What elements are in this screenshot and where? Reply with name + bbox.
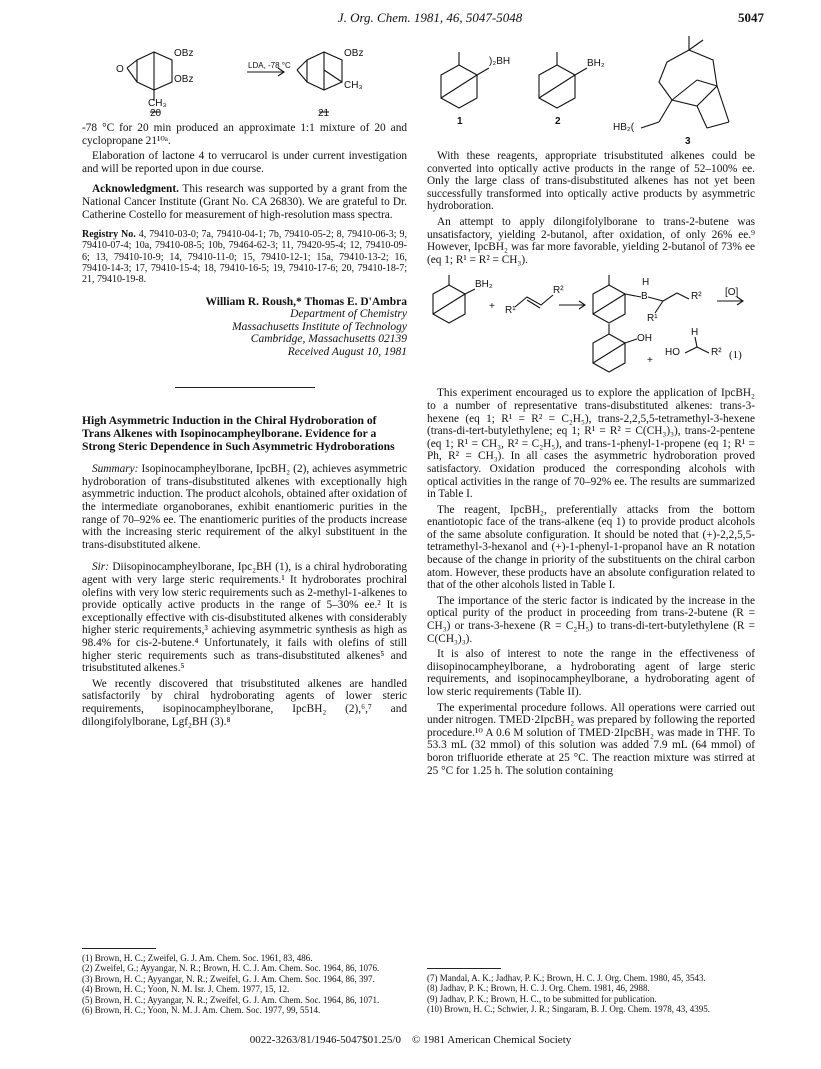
acknowledgment bbox=[82, 183, 407, 221]
footnote: (8) Jadhav, P. K.; Brown, H. C. J. Org. Chem. 1981, 46, 2988. bbox=[427, 983, 650, 994]
summary-label: Summary: bbox=[92, 463, 139, 476]
obz-label: OBz bbox=[174, 74, 194, 85]
divider bbox=[175, 387, 315, 388]
r1-label: R¹ bbox=[505, 305, 516, 317]
footnote: (2) Zweifel, G.; Ayyangar, N. R.; Brown, H. C. J. Am. Chem. Soc. 1964, 86, 1076. bbox=[82, 963, 380, 974]
r2-label: R² bbox=[553, 285, 564, 297]
r2-label: R² bbox=[691, 291, 702, 303]
paragraph: Elaboration of lactone 4 to verrucarol is under current investigation and will be reported upon in due course. bbox=[82, 150, 407, 175]
footnote: (9) Jadhav, P. K.; Brown, H. C., to be submitted for publication. bbox=[427, 993, 657, 1004]
oh-label: OH bbox=[637, 333, 652, 345]
paragraph: An attempt to apply dilongifolylborane to trans-2-butene was unsatisfactory, yielding 2-butanol, after oxidation, of only 26% ee.⁹ However, IpcBH₂ was far more favorable, yielding 2-butanol of 73% ee (eq 1; R¹ = R² = CH₃). bbox=[427, 215, 755, 266]
page-number: 5047 bbox=[738, 10, 764, 25]
author-names: William R. Roush,* Thomas E. D'Ambra bbox=[205, 295, 407, 308]
reagent-structures bbox=[427, 30, 755, 150]
ack-heading: Acknowledgment. bbox=[92, 183, 179, 196]
r1-label: R¹ bbox=[647, 313, 658, 325]
received-date: Received August 10, 1981 bbox=[287, 346, 407, 359]
hb2-label: HB₂( bbox=[613, 122, 635, 133]
sir-label: Sir: bbox=[92, 561, 109, 574]
footnote: (1) Brown, H. C.; Zweifel, G. J. Am. Chem. Soc. 1961, 83, 486. bbox=[82, 953, 313, 963]
paragraph: The experimental procedure follows. All operations were carried out under nitrogen. TMED·2IpcBH₂ was prepared by following the reported procedure.¹⁰ A 0.6 M solution of TMED·2IpcBH₂ was made in THF. To 53.3 mL (32 mmol) of this solution was added 7.9 mL (64 mmol) of boron trifluoride etherate at 25 °C. The reaction mixture was stirred at 25 °C for 1.25 h. The solution containing bbox=[427, 701, 755, 777]
right-column bbox=[427, 30, 755, 780]
article-code: 0022-3263/81/1946-5047$01.25/0 bbox=[249, 1034, 401, 1046]
paragraph: The importance of the steric factor is indicated by the increase in the optical purity of the product in proceeding from trans-2-butene (R = CH₃) or trans-3-hexene (R = C₂H₅) to trans-di-tert-butylethylene (R = C(CH₃)₃). bbox=[427, 594, 755, 645]
h-label: H bbox=[642, 277, 650, 289]
summary bbox=[82, 463, 407, 551]
footnote: (4) Brown, H. C.; Yoon, N. M. Isr. J. Chem. 1977, 15, 12. bbox=[82, 984, 290, 995]
paragraph: The reagent, IpcBH₂, preferentially attacks from the bottom enantiotopic face of the trans-alkene (eq 1) to provide product alcohols of the same absolute configuration. It should be noted that (+)-2,2,5,5-tetramethyl-3-hexanol and (+)-1-phenyl-1-propanol have an R notation because of the change in priority of the substituents on the chiral carbon atom. However, these products have an absolute configuration related to that of the other alcohols listed in Table I. bbox=[427, 503, 755, 592]
plus-sign: + bbox=[647, 355, 653, 367]
footnotes-left bbox=[82, 948, 407, 1015]
compound-number: 3 bbox=[685, 136, 691, 147]
compound-number: 1 bbox=[457, 116, 463, 127]
footnote: (7) Mandal, A. K.; Jadhav, P. K.; Brown, H. C. J. Org. Chem. 1980, 45, 3543. bbox=[427, 973, 706, 983]
page-footer bbox=[0, 1034, 821, 1046]
registry-body: 4, 79410-03-0; 7a, 79410-04-1; 7b, 79410-05-2; 8, 79410-06-3; 9, 79410-07-4; 10a, 79410-08-5; 10b, 79464-62-3; 11, 79420-95-4; 12, 79410-09-6; 13, 79410-10-9; 14, 79410-11-0; 15, 79410-12-1; 15a, 79410-13-2; 16, 79410-14-3; 17, 79410-15-4; 18, 79410-16-5; 19, 79410-17-6; 20, 79410-18-7; 21, 79410-19-8. bbox=[82, 229, 407, 286]
ho-label: HO bbox=[665, 347, 680, 359]
affiliation-institute: Massachusetts Institute of Technology bbox=[232, 320, 407, 333]
sir-text: Diisopinocampheylborane, Ipc₂BH (1), is a chiral hydroborating agent with very large steric requirements.¹ It hydroborates prochiral olefins with very low steric requirements such as 2-methyl-1-alkenes to provide optically active products in the range of 5–30% ee.² It is exceptionally effective with cis-disubstituted alkenes with considerably higher steric requirements,³ achieving asymmetric synthesis as high as 98.4% for cis-2-butene.⁴ Unfortunately, it fails with olefins of still higher steric requirements such as trans-disubstituted alkenes⁵ and trisubstituted alkenes.⁵ bbox=[82, 561, 407, 675]
copyright-notice: © 1981 American Chemical Society bbox=[411, 1034, 572, 1046]
equation-1 bbox=[427, 269, 755, 381]
footnote: (5) Brown, H. C.; Ayyangar, N. R.; Zweifel, G. J. Am. Chem. Soc. 1964, 86, 1071. bbox=[82, 994, 380, 1005]
lactone-scheme bbox=[82, 30, 407, 122]
bh2-label: BH₂ bbox=[587, 58, 605, 69]
paragraph: -78 °C for 20 min produced an approximate 1:1 mixture of 20 and cyclopropane 21¹⁰ᵃ. bbox=[82, 122, 407, 147]
compound-number: 2 bbox=[555, 116, 561, 127]
footnote: (3) Brown, H. C.; Ayyangar, N. R.; Zweifel, G. J. Am. Chem. Soc. 1964, 86, 397. bbox=[82, 973, 375, 984]
journal-citation: J. Org. Chem. 1981, 46, 5047-5048 bbox=[337, 10, 523, 25]
methyl-label: CH₃ bbox=[148, 98, 167, 109]
carbonyl-label: O bbox=[116, 64, 124, 75]
obz-label: OBz bbox=[344, 48, 364, 59]
reagent-structures-drawing bbox=[427, 30, 755, 150]
left-column bbox=[82, 30, 407, 731]
methyl-label: CH₃ bbox=[344, 80, 363, 91]
paragraph: With these reagents, appropriate trisubstituted alkenes could be converted into optically active products in the range of 52–100% ee. Only the large class of trans-disubstituted alkenes has not yet been successfully transformed into optically active products by asymmetric hydroboration. bbox=[427, 150, 755, 213]
bh2-label: BH₂ bbox=[475, 279, 493, 291]
author-block bbox=[82, 296, 407, 359]
affiliation-dept: Department of Chemistry bbox=[290, 308, 407, 321]
paragraph: This experiment encouraged us to explore the application of IpcBH₂ to a number of representative trans-disubstituted alkenes: trans-3-hexene (eq 1; R¹ = R² = C₂H₅), trans-2,2,5,5-tetramethyl-3-hexene (trans-di-tert-butylethylene; eq 1; R¹ = R² = C(CH₃)₃), trans-2-pentene (eq 1; R¹ = CH₃, R² = C₂H₅), and trans-1-phenyl-1-propene (eq 1; R¹ = Ph, R² = CH₃). In all cases the asymmetric hydroboration proved satisfactory. Oxidation produced the corresponding alcohols with optical activities in the range of 70–92% ee. The results are summarized in Table I. bbox=[427, 387, 755, 501]
registry-numbers bbox=[82, 229, 407, 285]
footnote-rule bbox=[82, 948, 156, 949]
paragraph: We recently discovered that trisubstituted alkenes are handled satisfactorily by chiral hydroborating agents of lower steric requirements, isopinocampheylborane, IpcBH₂ (2),⁶,⁷ and dilongifolylborane, Lgf₂BH (3).⁸ bbox=[82, 677, 407, 728]
affiliation-city: Cambridge, Massachusetts 02139 bbox=[250, 333, 407, 346]
plus-sign: + bbox=[489, 301, 495, 313]
registry-heading: Registry No. bbox=[82, 229, 136, 241]
sir-paragraph bbox=[82, 561, 407, 674]
equation-number: (1) bbox=[729, 349, 742, 362]
footnote: (6) Brown, H. C.; Yoon, N. M. J. Am. Chem. Soc. 1977, 99, 5514. bbox=[82, 1005, 321, 1016]
h-label: H bbox=[691, 327, 699, 339]
ack-body: This research was supported by a grant from the National Cancer Institute (Grant No. CA 26830). We are grateful to Dr. Catherine Costello for measurement of high-resolution mass spectra. bbox=[82, 183, 407, 221]
r2-label: R² bbox=[711, 347, 722, 359]
oxidation-label: [O] bbox=[725, 287, 739, 299]
boron-label: B bbox=[641, 291, 648, 303]
bh-label: )₂BH bbox=[489, 56, 511, 67]
compound-number: 21 bbox=[318, 108, 330, 119]
article-title: High Asymmetric Induction in the Chiral Hydroboration of Trans Alkenes with Isopinocampheylborane. Evidence for a Strong Steric Dependence in Such Asymmetric Hydroborations bbox=[82, 413, 395, 454]
footnote-rule bbox=[427, 968, 501, 969]
lactone-scheme-drawing bbox=[82, 30, 407, 122]
footnotes-right bbox=[427, 968, 755, 1015]
compound-number: 20 bbox=[150, 108, 162, 119]
obz-label: OBz bbox=[174, 48, 194, 59]
footnote: (10) Brown, H. C.; Schwier, J. R.; Singaram, B. J. Org. Chem. 1978, 43, 4395. bbox=[427, 1004, 710, 1015]
paragraph: It is also of interest to note the range in the effectiveness of diisopinocampheylborane, a hydroborating agent of large steric requirements, and isopinocampheylborane, a hydroborating agent of low steric requirements (Table II). bbox=[427, 648, 755, 698]
page-header bbox=[0, 10, 821, 28]
reagent-label: LDA, -78 °C bbox=[248, 61, 291, 70]
summary-text: Isopinocampheylborane, IpcBH₂ (2), achieves asymmetric hydroboration of trans-disubstituted alkenes with exceptionally high asymmetric induction. The product alcohols, obtained after oxidation of the intermediate organoboranes, exhibit enantiomeric purities in the range of 70–92% ee. The enantiomeric purities of the products increase with the increasing steric requirement of the alkyl substituent in the trans-disubstituted alkene. bbox=[82, 463, 407, 551]
